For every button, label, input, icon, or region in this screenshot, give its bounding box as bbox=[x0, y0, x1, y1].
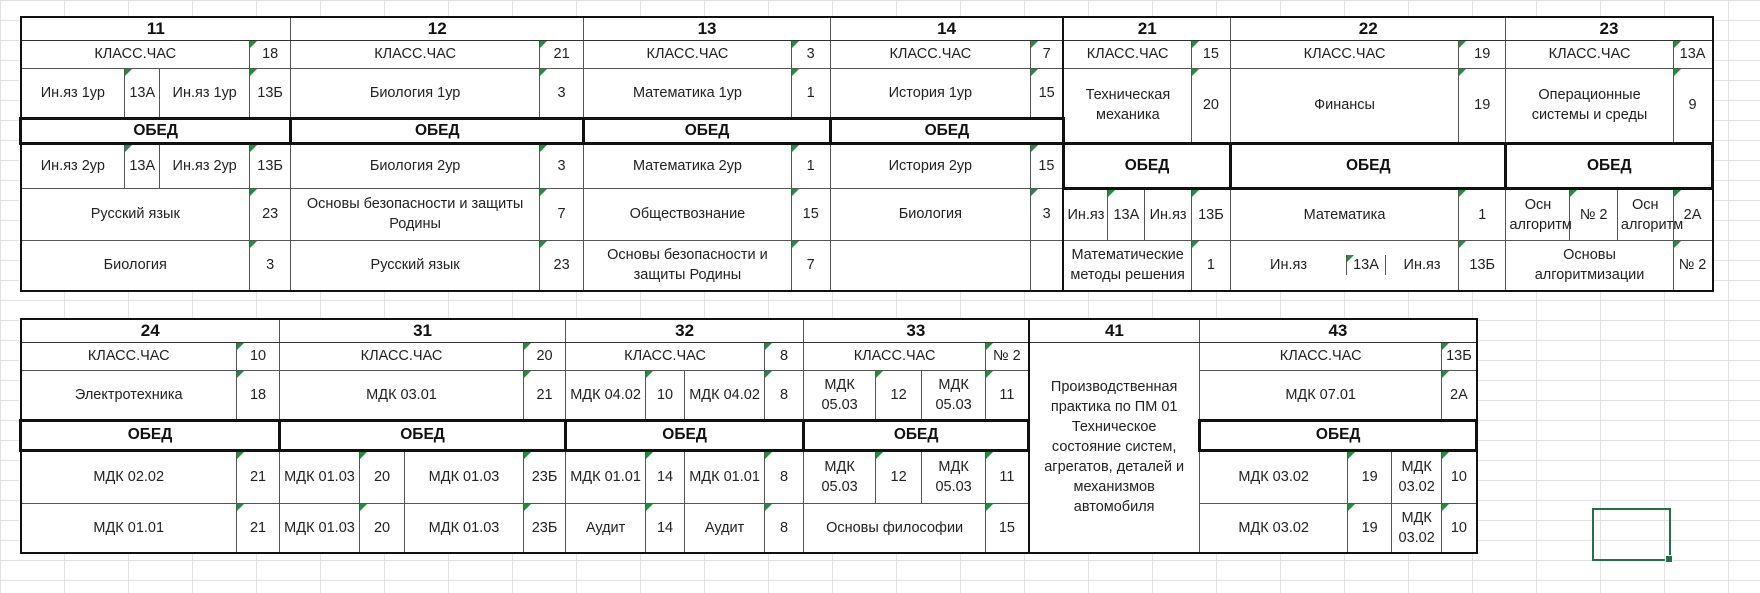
room-cell[interactable]: 3 bbox=[539, 68, 583, 118]
subject-cell[interactable]: Техническая механика bbox=[1063, 68, 1191, 143]
subject-cell[interactable]: Основы безопасности и защиты Родины bbox=[291, 188, 540, 240]
room-cell[interactable]: 1 bbox=[1191, 240, 1230, 291]
subject-cell[interactable]: МДК 04.02 bbox=[685, 370, 765, 420]
class-hour-cell[interactable]: КЛАСС.ЧАС bbox=[21, 40, 250, 68]
room-cell[interactable]: 7 bbox=[1030, 40, 1063, 68]
subject-cell[interactable]: Аудит bbox=[685, 503, 765, 553]
group-header-24[interactable]: 24 bbox=[21, 319, 280, 342]
subject-cell[interactable]: МДК 07.01 bbox=[1200, 370, 1442, 420]
subject-cell[interactable]: МДК 02.02 bbox=[21, 450, 237, 503]
lunch-cell[interactable]: ОБЕД bbox=[1063, 143, 1230, 188]
room-cell[interactable]: 13А bbox=[1108, 188, 1145, 240]
subject-cell[interactable]: Биология 2ур bbox=[291, 143, 540, 188]
subject-cell[interactable]: Ин.яз 2ур bbox=[160, 143, 250, 188]
room-cell[interactable]: 15 bbox=[1191, 40, 1230, 68]
class-hour-cell[interactable]: КЛАСС.ЧАС bbox=[1231, 40, 1459, 68]
subject-cell[interactable]: МДК 05.03 bbox=[804, 450, 876, 503]
practice-cell[interactable]: Производственная практика по ПМ 01 Техническое состояние систем, агрегатов, деталей и механизмов автомобиля bbox=[1029, 342, 1200, 553]
lunch-cell[interactable]: ОБЕД bbox=[1506, 143, 1713, 188]
room-cell[interactable]: 12 bbox=[876, 450, 922, 503]
subject-cell[interactable]: Биология 1ур bbox=[291, 68, 540, 118]
subject-cell[interactable]: МДК 01.03 bbox=[280, 503, 360, 553]
room-cell[interactable]: 1 bbox=[791, 68, 830, 118]
room-cell[interactable]: 14 bbox=[646, 450, 685, 503]
room-cell[interactable]: 3 bbox=[249, 240, 290, 291]
subject-cell[interactable]: МДК 01.03 bbox=[280, 450, 360, 503]
fill-handle[interactable] bbox=[1665, 555, 1673, 563]
group-header-31[interactable]: 31 bbox=[280, 319, 566, 342]
room-cell[interactable]: 10 bbox=[237, 342, 280, 370]
room-cell[interactable]: 20 bbox=[524, 342, 566, 370]
room-cell[interactable]: 1 bbox=[791, 143, 830, 188]
group-header-13[interactable]: 13 bbox=[584, 17, 831, 40]
group-header-22[interactable]: 22 bbox=[1231, 17, 1506, 40]
subject-cell[interactable]: Ин.яз bbox=[1145, 188, 1191, 240]
class-hour-cell[interactable]: КЛАСС.ЧАС bbox=[566, 342, 765, 370]
room-cell[interactable]: 12 bbox=[876, 370, 922, 420]
room-cell[interactable]: 19 bbox=[1348, 503, 1392, 553]
subject-cell[interactable]: Основы философии bbox=[804, 503, 986, 553]
subject-cell[interactable] bbox=[1231, 240, 1459, 291]
subject-cell[interactable]: Ин.яз bbox=[1231, 255, 1347, 275]
subject-cell[interactable]: Ин.яз 1ур bbox=[160, 68, 250, 118]
lunch-cell[interactable]: ОБЕД bbox=[584, 118, 831, 143]
room-cell[interactable]: 11 bbox=[986, 370, 1029, 420]
subject-cell[interactable]: МДК 05.03 bbox=[922, 450, 986, 503]
room-cell[interactable]: 8 bbox=[765, 342, 804, 370]
subject-cell[interactable]: МДК 03.02 bbox=[1200, 450, 1348, 503]
room-cell[interactable]: 1 bbox=[1459, 188, 1506, 240]
room-cell[interactable]: 21 bbox=[539, 40, 583, 68]
lunch-cell[interactable]: ОБЕД bbox=[291, 118, 584, 143]
room-cell[interactable]: 11 bbox=[986, 450, 1029, 503]
class-hour-cell[interactable]: КЛАСС.ЧАС bbox=[291, 40, 540, 68]
lunch-cell[interactable]: ОБЕД bbox=[1231, 143, 1506, 188]
room-cell[interactable]: 20 bbox=[360, 503, 405, 553]
subject-cell[interactable]: МДК 05.03 bbox=[804, 370, 876, 420]
lunch-cell[interactable]: ОБЕД bbox=[21, 420, 280, 450]
room-cell[interactable]: 15 bbox=[791, 188, 830, 240]
room-cell[interactable]: 19 bbox=[1348, 450, 1392, 503]
subject-cell[interactable]: Биология bbox=[21, 240, 250, 291]
subject-cell[interactable]: История 2ур bbox=[830, 143, 1030, 188]
room-cell[interactable]: 13Б bbox=[249, 68, 290, 118]
class-hour-cell[interactable]: КЛАСС.ЧАС bbox=[1200, 342, 1442, 370]
subject-cell[interactable]: Осн алгоритм bbox=[1506, 188, 1570, 240]
subject-cell[interactable]: МДК 05.03 bbox=[922, 370, 986, 420]
group-header-11[interactable]: 11 bbox=[21, 17, 291, 40]
lunch-cell[interactable]: ОБЕД bbox=[21, 118, 291, 143]
subject-cell[interactable]: МДК 03.02 bbox=[1392, 503, 1442, 553]
room-cell[interactable]: 19 bbox=[1459, 68, 1506, 143]
lunch-cell[interactable]: ОБЕД bbox=[830, 118, 1063, 143]
subject-cell[interactable]: Математические методы решения bbox=[1063, 240, 1191, 291]
class-hour-cell[interactable]: КЛАСС.ЧАС bbox=[804, 342, 986, 370]
room-cell[interactable]: 8 bbox=[765, 370, 804, 420]
subject-cell[interactable]: МДК 01.01 bbox=[685, 450, 765, 503]
group-header-41[interactable]: 41 bbox=[1029, 319, 1200, 342]
subject-cell[interactable]: Биология bbox=[830, 188, 1030, 240]
subject-cell[interactable]: Операционные системы и среды bbox=[1506, 68, 1673, 143]
schedule-table-2 bbox=[19, 318, 1478, 554]
group-header-32[interactable]: 32 bbox=[566, 319, 804, 342]
subject-cell[interactable]: МДК 01.03 bbox=[405, 450, 524, 503]
group-header-14[interactable]: 14 bbox=[830, 17, 1063, 40]
subject-cell[interactable]: Ин.яз bbox=[1403, 257, 1441, 274]
active-cell-selection[interactable] bbox=[1592, 508, 1671, 561]
subject-cell[interactable]: МДК 01.01 bbox=[21, 503, 237, 553]
room-cell[interactable]: 13А bbox=[125, 143, 160, 188]
class-hour-cell[interactable]: КЛАСС.ЧАС bbox=[21, 342, 237, 370]
subject-cell[interactable]: МДК 03.02 bbox=[1392, 450, 1442, 503]
subject-cell[interactable]: МДК 03.01 bbox=[280, 370, 524, 420]
subject-cell[interactable]: МДК 01.03 bbox=[405, 503, 524, 553]
room-cell[interactable]: 3 bbox=[791, 40, 830, 68]
subject-cell[interactable]: Финансы bbox=[1231, 68, 1459, 143]
class-hour-cell[interactable]: КЛАСС.ЧАС bbox=[830, 40, 1030, 68]
lunch-cell[interactable]: ОБЕД bbox=[566, 420, 804, 450]
subject-cell[interactable]: Основы алгоритмизации bbox=[1506, 240, 1673, 291]
lunch-cell[interactable]: ОБЕД bbox=[1200, 420, 1477, 450]
subject-cell[interactable]: Осн алгоритм bbox=[1617, 188, 1673, 240]
room-cell[interactable]: 10 bbox=[646, 370, 685, 420]
subject-cell[interactable]: Русский язык bbox=[21, 188, 250, 240]
room-cell[interactable]: 2А bbox=[1673, 188, 1712, 240]
subject-cell[interactable]: Ин.яз 2ур bbox=[21, 143, 125, 188]
room-cell[interactable]: 18 bbox=[237, 370, 280, 420]
subject-cell[interactable]: Ин.яз 1ур bbox=[21, 68, 125, 118]
room-cell[interactable]: 13А bbox=[125, 68, 160, 118]
room-cell[interactable]: 13Б bbox=[1191, 188, 1230, 240]
room-cell[interactable]: 13А bbox=[1673, 40, 1712, 68]
subject-cell[interactable]: Аудит bbox=[566, 503, 646, 553]
room-cell[interactable]: 14 bbox=[646, 503, 685, 553]
subject-cell[interactable]: Математика 1ур bbox=[584, 68, 791, 118]
group-header-33[interactable]: 33 bbox=[804, 319, 1029, 342]
group-header-23[interactable]: 23 bbox=[1506, 17, 1713, 40]
room-cell[interactable]: 9 bbox=[1673, 68, 1712, 143]
class-hour-cell[interactable]: КЛАСС.ЧАС bbox=[584, 40, 791, 68]
schedule-table-1 bbox=[19, 16, 1714, 292]
room-cell[interactable]: 21 bbox=[524, 370, 566, 420]
room-cell[interactable]: 20 bbox=[360, 450, 405, 503]
room-cell[interactable]: 23Б bbox=[524, 450, 566, 503]
subject-cell[interactable]: Математика bbox=[1231, 188, 1459, 240]
room-cell[interactable]: 19 bbox=[1459, 40, 1506, 68]
empty-cell[interactable] bbox=[1030, 240, 1063, 291]
subject-cell[interactable]: Основы безопасности и защиты Родины bbox=[584, 240, 791, 291]
group-header-12[interactable]: 12 bbox=[291, 17, 584, 40]
room-cell[interactable]: 15 bbox=[1030, 143, 1063, 188]
lunch-cell[interactable]: ОБЕД bbox=[280, 420, 566, 450]
room-cell[interactable]: 23 bbox=[249, 188, 290, 240]
class-hour-cell[interactable]: КЛАСС.ЧАС bbox=[1063, 40, 1191, 68]
room-cell[interactable]: 7 bbox=[539, 188, 583, 240]
room-cell[interactable]: 21 bbox=[237, 450, 280, 503]
empty-cell[interactable] bbox=[830, 240, 1030, 291]
room-cell[interactable]: 8 bbox=[765, 450, 804, 503]
room-cell[interactable]: 20 bbox=[1191, 68, 1230, 143]
subject-cell[interactable]: Ин.яз bbox=[1063, 188, 1107, 240]
room-cell[interactable]: 7 bbox=[791, 240, 830, 291]
room-cell[interactable]: 23 bbox=[539, 240, 583, 291]
subject-cell[interactable]: МДК 04.02 bbox=[566, 370, 646, 420]
subject-cell[interactable]: МДК 03.02 bbox=[1200, 503, 1348, 553]
room-cell[interactable]: 21 bbox=[237, 503, 280, 553]
subject-cell[interactable]: МДК 01.01 bbox=[566, 450, 646, 503]
room-cell[interactable]: 13Б bbox=[249, 143, 290, 188]
room-cell[interactable]: 23Б bbox=[524, 503, 566, 553]
subject-cell[interactable]: Математика 2ур bbox=[584, 143, 791, 188]
subject-cell[interactable]: История 1ур bbox=[830, 68, 1030, 118]
room-cell[interactable]: 2А bbox=[1442, 370, 1477, 420]
subject-cell[interactable]: Электротехника bbox=[21, 370, 237, 420]
room-cell[interactable]: 10 bbox=[1442, 450, 1477, 503]
room-cell[interactable]: 13Б bbox=[1442, 342, 1477, 370]
room-cell[interactable]: № 2 bbox=[986, 342, 1029, 370]
class-hour-cell[interactable]: КЛАСС.ЧАС bbox=[280, 342, 524, 370]
room-cell[interactable]: 15 bbox=[986, 503, 1029, 553]
lunch-cell[interactable]: ОБЕД bbox=[804, 420, 1029, 450]
room-cell[interactable]: 15 bbox=[1030, 68, 1063, 118]
group-header-43[interactable]: 43 bbox=[1200, 319, 1477, 342]
room-cell[interactable]: № 2 bbox=[1673, 240, 1712, 291]
room-cell[interactable]: 13А bbox=[1347, 255, 1386, 275]
subject-cell[interactable]: Русский язык bbox=[291, 240, 540, 291]
group-header-21[interactable]: 21 bbox=[1063, 17, 1230, 40]
room-cell[interactable]: 8 bbox=[765, 503, 804, 553]
room-cell[interactable]: 13Б bbox=[1459, 240, 1506, 291]
subject-cell[interactable]: Обществознание bbox=[584, 188, 791, 240]
room-cell[interactable]: 3 bbox=[539, 143, 583, 188]
room-cell[interactable]: 18 bbox=[249, 40, 290, 68]
room-cell[interactable]: 10 bbox=[1442, 503, 1477, 553]
class-hour-cell[interactable]: КЛАСС.ЧАС bbox=[1506, 40, 1673, 68]
room-cell[interactable]: № 2 bbox=[1570, 188, 1617, 240]
room-cell[interactable]: 3 bbox=[1030, 188, 1063, 240]
